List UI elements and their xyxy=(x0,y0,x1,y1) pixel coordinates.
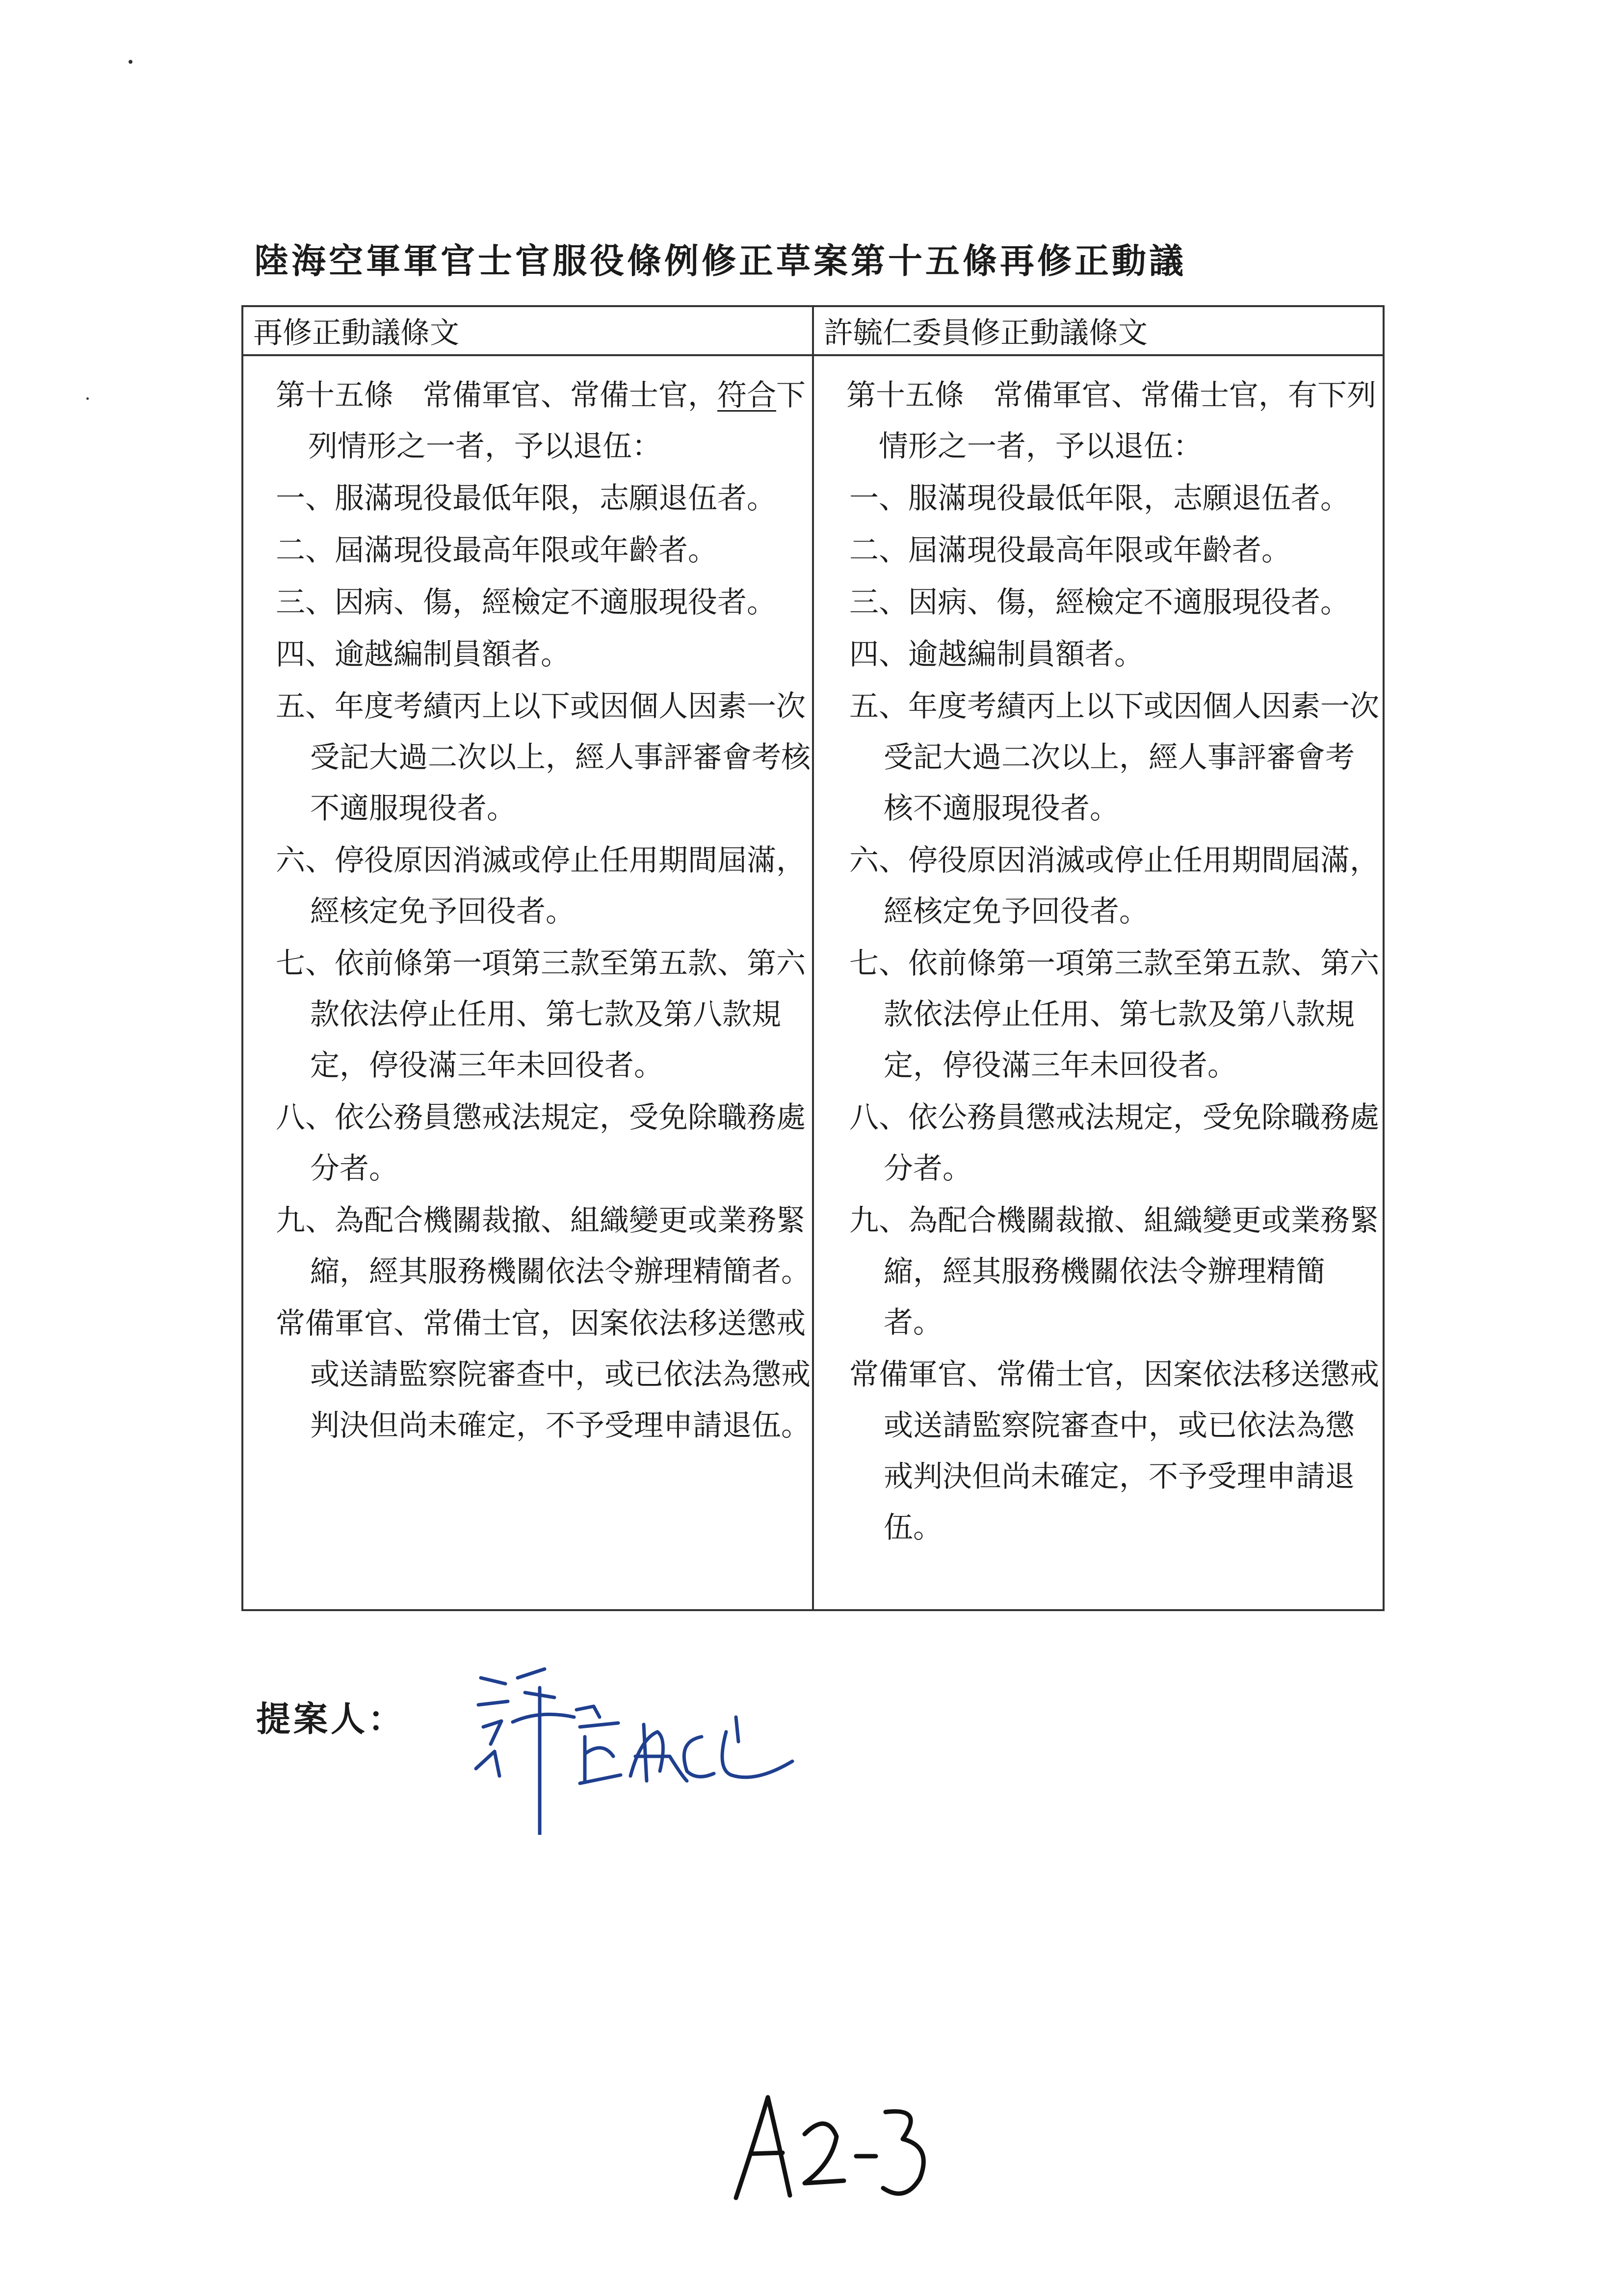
list-item: 七、依前條第一項第三款至第五款、第六款依法停止任用、第七款及第八款規定，停役滿三年未回役者。 xyxy=(276,946,806,1083)
amended-term: 符合 xyxy=(717,378,776,413)
list-item: 一、服滿現役最低年限，志願退伍者。 xyxy=(849,481,1350,516)
list-item: 九、為配合機關裁撤、組織變更或業務緊縮，經其服務機關依法令辦理精簡者。 xyxy=(849,1203,1379,1340)
comparison-table xyxy=(241,305,1385,1611)
list-item: 四、逾越編制員額者。 xyxy=(276,637,570,672)
list-item: 六、停役原因消滅或停止任用期間屆滿，經核定免予回役者。 xyxy=(276,843,806,929)
closing-paragraph: 常備軍官、常備士官，因案依法移送懲戒或送請監察院審查中，或已依法為懲戒判決但尚未確定，不予受理申請退伍。 xyxy=(276,1306,811,1443)
proposer-label: 提案人： xyxy=(256,1699,405,1739)
handwritten-page-mark xyxy=(726,2085,942,2213)
article-clause: 第十五條 常備軍官、常備士官，有下列情形之一者，予以退伍： xyxy=(846,378,1376,464)
list-item: 五、年度考績丙上以下或因個人因素一次受記大過二次以上，經人事評審會考核不適服現役者。 xyxy=(849,689,1379,826)
list-item: 七、依前條第一項第三款至第五款、第六款依法停止任用、第七款及第八款規定，停役滿三年未回役者。 xyxy=(849,946,1379,1083)
list-item: 八、依公務員懲戒法規定，受免除職務處分者。 xyxy=(276,1100,806,1186)
list-item: 三、因病、傷，經檢定不適服現役者。 xyxy=(276,585,776,620)
article-head: 第十五條 常備軍官、常備士官， xyxy=(276,378,717,413)
list-item: 六、停役原因消滅或停止任用期間屆滿，經核定免予回役者。 xyxy=(849,843,1379,929)
left-column-body xyxy=(243,356,814,1609)
list-item: 二、屆滿現役最高年限或年齡者。 xyxy=(849,533,1291,568)
document-title: 陸海空軍軍官士官服役條例修正草案第十五條再修正動議 xyxy=(254,241,1186,281)
list-item: 一、服滿現役最低年限，志願退伍者。 xyxy=(276,481,776,516)
list-item: 四、逾越編制員額者。 xyxy=(849,637,1144,672)
scan-speck xyxy=(86,397,89,400)
article-clause xyxy=(243,370,812,472)
right-column-header: 許毓仁委員修正動議條文 xyxy=(814,307,1383,356)
list-item: 五、年度考績丙上以下或因個人因素一次受記大過二次以上，經人事評審會考核不適服現役者。 xyxy=(276,689,811,826)
left-column-header: 再修正動議條文 xyxy=(243,307,814,356)
closing-paragraph: 常備軍官、常備士官，因案依法移送懲戒或送請監察院審查中，或已依法為懲戒判決但尚未確定，不予受理申請退伍。 xyxy=(849,1357,1379,1545)
article-tail: 下列情形之一者，予以退伍： xyxy=(308,378,806,464)
handwritten-signature xyxy=(471,1658,824,1835)
list-item: 三、因病、傷，經檢定不適服現役者。 xyxy=(849,585,1350,620)
list-item: 八、依公務員懲戒法規定，受免除職務處分者。 xyxy=(849,1100,1379,1186)
list-item: 二、屆滿現役最高年限或年齡者。 xyxy=(276,533,717,568)
scan-speck xyxy=(129,60,132,64)
right-column-body xyxy=(814,356,1383,1609)
list-item: 九、為配合機關裁撤、組織變更或業務緊縮，經其服務機關依法令辦理精簡者。 xyxy=(276,1203,811,1289)
